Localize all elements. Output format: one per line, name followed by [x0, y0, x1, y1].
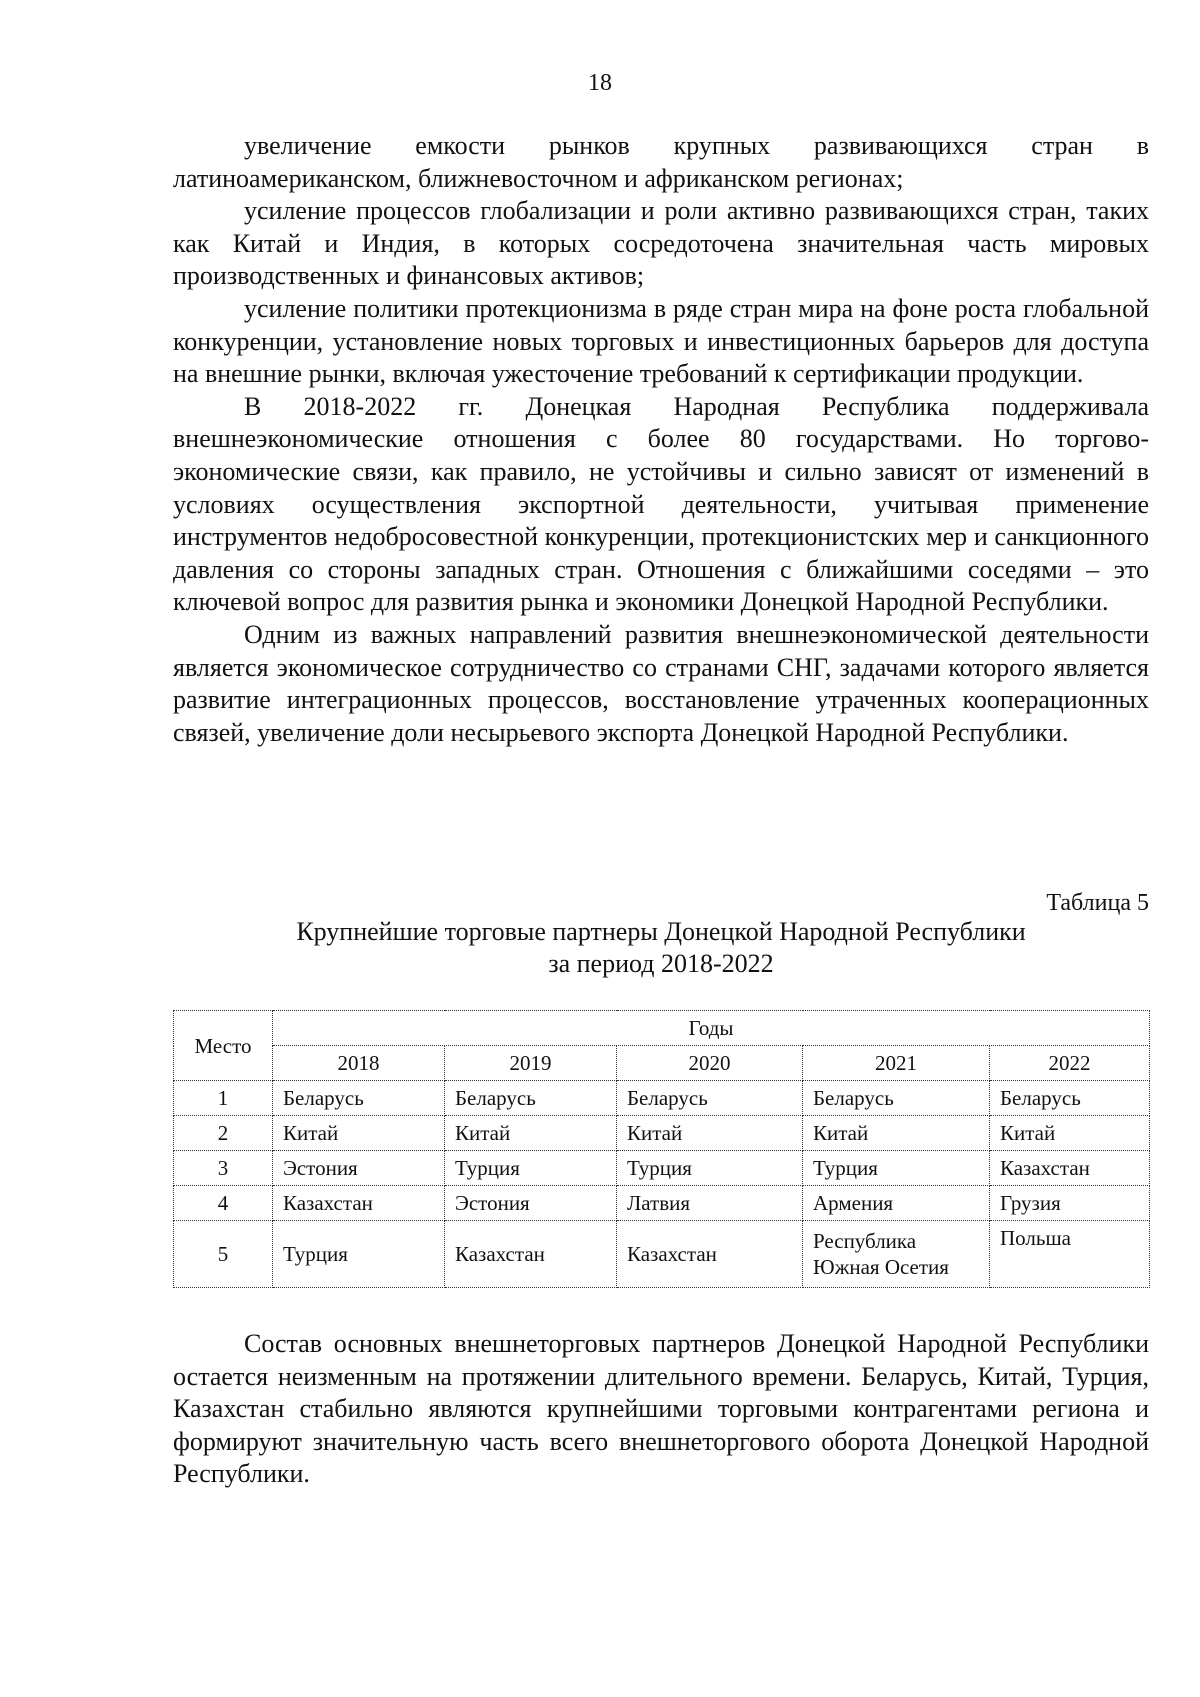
- partner-cell: Китай: [990, 1116, 1150, 1151]
- table-label: Таблица 5: [1046, 890, 1149, 916]
- partner-cell: Китай: [273, 1116, 445, 1151]
- paragraph: усиление процессов глобализации и роли активно развивающихся стран, таких как Китай и Индия, в которых сосредоточена значительная часть мировых производственных и финансовых активов;: [173, 196, 1149, 291]
- partner-cell: Польша: [990, 1221, 1150, 1288]
- partner-cell: Казахстан: [617, 1221, 803, 1288]
- table-row: [174, 1221, 1150, 1288]
- table-row: [174, 1186, 1150, 1221]
- header-years: Годы: [273, 1011, 1150, 1046]
- partner-cell: Казахстан: [445, 1221, 617, 1288]
- trade-partners-table: [173, 1010, 1150, 1288]
- header-place: Место: [174, 1011, 273, 1081]
- body-text-top: [173, 130, 1149, 749]
- table-row: [174, 1151, 1150, 1186]
- header-year: 2020: [617, 1046, 803, 1081]
- partner-cell: Республика Южная Осетия: [803, 1221, 990, 1288]
- table-row: [174, 1081, 1150, 1116]
- partner-cell: Эстония: [445, 1186, 617, 1221]
- paragraph: увеличение емкости рынков крупных развивающихся стран в латиноамериканском, ближневосточном и африканском регионах;: [173, 131, 1149, 193]
- partner-cell: Турция: [803, 1151, 990, 1186]
- table-row: [174, 1116, 1150, 1151]
- partner-cell: Китай: [445, 1116, 617, 1151]
- partner-cell: Беларусь: [445, 1081, 617, 1116]
- partner-cell: Грузия: [990, 1186, 1150, 1221]
- header-year: 2018: [273, 1046, 445, 1081]
- partner-cell: Беларусь: [617, 1081, 803, 1116]
- place-cell: 3: [174, 1151, 273, 1186]
- place-cell: 2: [174, 1116, 273, 1151]
- partner-cell: Латвия: [617, 1186, 803, 1221]
- header-year: 2019: [445, 1046, 617, 1081]
- place-cell: 5: [174, 1221, 273, 1288]
- paragraph: Состав основных внешнеторговых партнеров Донецкой Народной Республики остается неизменным на протяжении длительного времени. Беларусь, Китай, Турция, Казахстан стабильно являются крупнейшими торговыми контрагентами региона и формируют значительную часть всего внешнеторгового оборота Донецкой Народной Республики.: [173, 1329, 1149, 1489]
- place-cell: 1: [174, 1081, 273, 1116]
- paragraph: Одним из важных направлений развития внешнеэкономической деятельности является экономическое сотрудничество со странами СНГ, задачами которого является развитие интеграционных процессов, восстановление утраченных кооперационных связей, увеличение доли несырьевого экспорта Донецкой Народной Республики.: [173, 619, 1149, 747]
- partner-cell: Турция: [445, 1151, 617, 1186]
- body-text-bottom: [173, 1328, 1149, 1491]
- partner-cell: Турция: [273, 1221, 445, 1288]
- paragraph: В 2018-2022 гг. Донецкая Народная Республика поддерживала внешнеэкономические отношения с более 80 государствами. Но торгово-экономические связи, как правило, не устойчивы и сильно зависят от изменений в условиях осуществления экспортной деятельности, учитывая применение инструментов недобросовестной конкуренции, протекционистских мер и санкционного давления со стороны западных стран. Отношения с ближайшими соседями – это ключевой вопрос для развития рынка и экономики Донецкой Народной Республики.: [173, 391, 1149, 617]
- partner-cell: Беларусь: [273, 1081, 445, 1116]
- header-year: 2021: [803, 1046, 990, 1081]
- header-year: 2022: [990, 1046, 1150, 1081]
- partner-cell: Казахстан: [273, 1186, 445, 1221]
- table-title: [173, 916, 1149, 980]
- partner-cell: Армения: [803, 1186, 990, 1221]
- table-title-line: за период 2018-2022: [548, 949, 774, 978]
- table-title-line: Крупнейшие торговые партнеры Донецкой Народной Республики: [296, 917, 1026, 946]
- paragraph: усиление политики протекционизма в ряде стран мира на фоне роста глобальной конкуренции, установление новых торговых и инвестиционных барьеров для доступа на внешние рынки, включая ужесточение требований к сертификации продукции.: [173, 293, 1149, 389]
- partner-cell: Эстония: [273, 1151, 445, 1186]
- partner-cell: Турция: [617, 1151, 803, 1186]
- partner-cell: Китай: [617, 1116, 803, 1151]
- partner-cell: Китай: [803, 1116, 990, 1151]
- page-number: 18: [588, 70, 612, 96]
- partner-cell: Беларусь: [803, 1081, 990, 1116]
- partner-cell: Беларусь: [990, 1081, 1150, 1116]
- place-cell: 4: [174, 1186, 273, 1221]
- partner-cell: Казахстан: [990, 1151, 1150, 1186]
